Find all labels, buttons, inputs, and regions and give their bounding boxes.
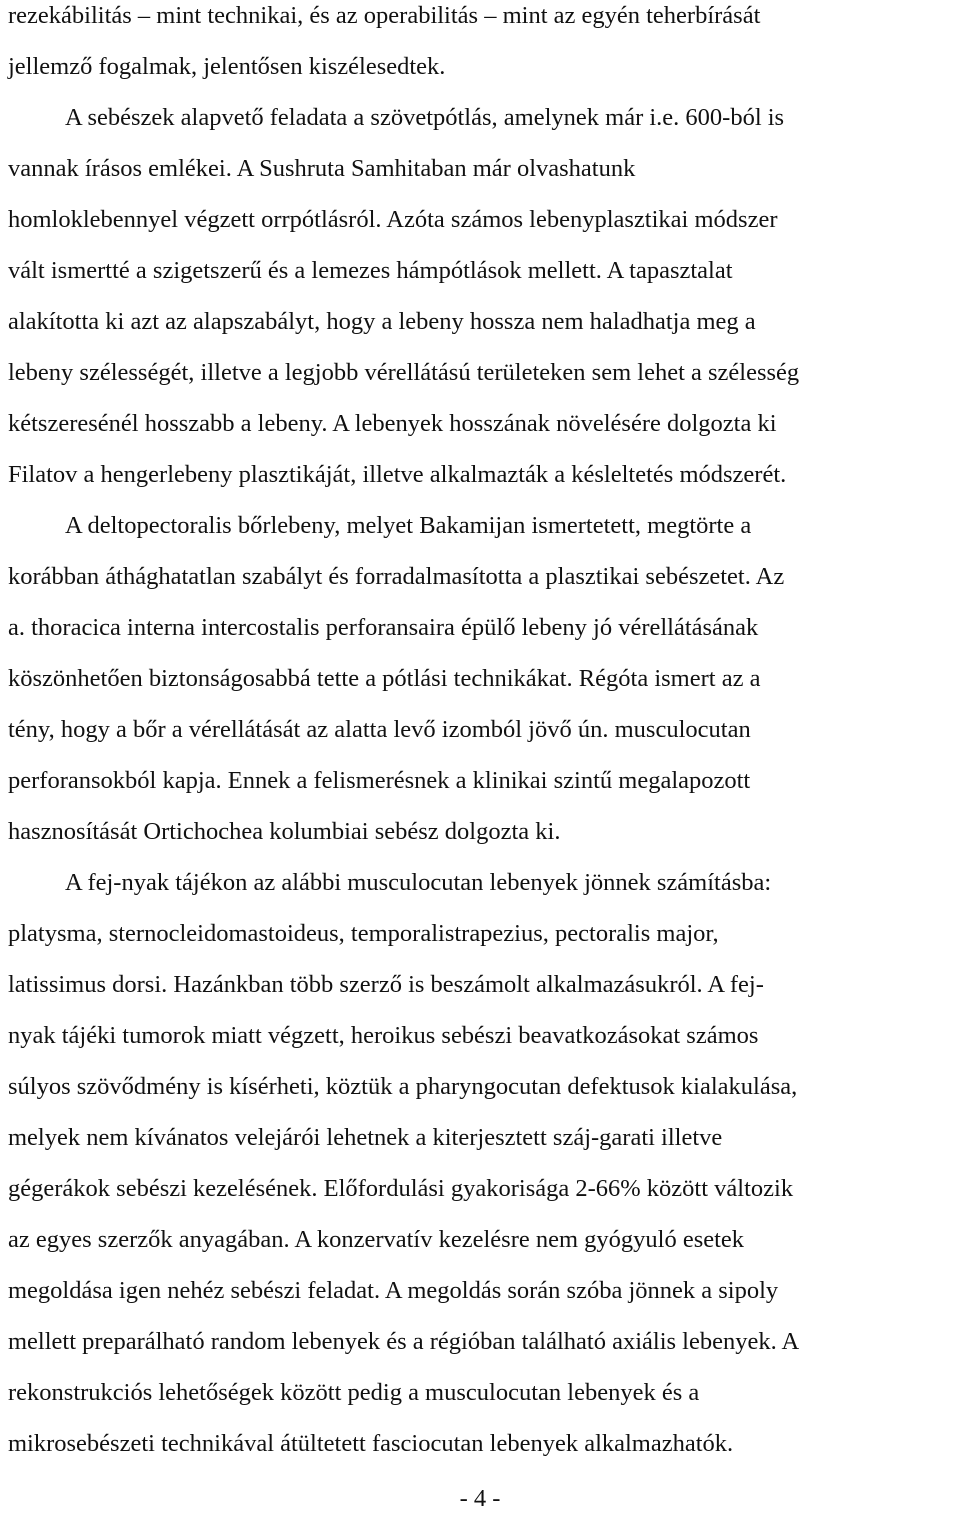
text-line: vált ismertté a szigetszerű és a lemezes hámpótlások mellett. A tapasztalat: [8, 257, 733, 284]
text-line: hasznosítását Ortichochea kolumbiai sebész dolgozta ki.: [8, 818, 561, 845]
text-line: tény, hogy a bőr a vérellátását az alatta levő izomból jövő ún. musculocutan: [8, 716, 751, 743]
text-line: homloklebennyel végzett orrpótlásról. Azóta számos lebenyplasztikai módszer: [8, 206, 778, 233]
text-line: az egyes szerzők anyagában. A konzervatív kezelésre nem gyógyuló esetek: [8, 1226, 745, 1253]
text-line: a. thoracica interna intercostalis perforansaira épülő lebeny jó vérellátásának: [8, 614, 759, 641]
text-line: mikrosebészeti technikával átültetett fasciocutan lebenyek alkalmazhatók.: [8, 1430, 734, 1457]
text-line: jellemző fogalmak, jelentősen kiszélesedtek.: [8, 53, 446, 80]
text-line: megoldása igen nehéz sebészi feladat. A megoldás során szóba jönnek a sipoly: [8, 1277, 779, 1304]
page-number: - 4 -: [459, 1485, 501, 1512]
text-line: kétszeresénél hosszabb a lebeny. A lebenyek hosszának növelésére dolgozta ki: [8, 410, 777, 437]
text-line: vannak írásos emlékei. A Sushruta Samhitaban már olvashatunk: [8, 155, 636, 182]
text-line: nyak tájéki tumorok miatt végzett, heroikus sebészi beavatkozásokat számos: [8, 1022, 759, 1049]
text-line: gégerákok sebészi kezelésének. Előfordulási gyakorisága 2-66% között változik: [8, 1175, 794, 1202]
paragraph-first-line: A fej-nyak tájékon az alábbi musculocutan lebenyek jönnek számításba:: [65, 869, 772, 896]
text-line: súlyos szövődmény is kísérheti, köztük a pharyngocutan defektusok kialakulása,: [8, 1073, 798, 1100]
text-line: platysma, sternocleidomastoideus, temporalistrapezius, pectoralis major,: [8, 920, 719, 947]
text-line: köszönhetően biztonságosabbá tette a pótlási technikákat. Régóta ismert az a: [8, 665, 761, 692]
text-line: perforansokból kapja. Ennek a felismerésnek a klinikai szintű megalapozott: [8, 767, 751, 794]
text-line: alakította ki azt az alapszabályt, hogy a lebeny hossza nem haladhatja meg a: [8, 308, 756, 335]
text-line: Filatov a hengerlebeny plasztikáját, illetve alkalmazták a késleltetés módszerét.: [8, 461, 787, 488]
paragraph-first-line: A deltopectoralis bőrlebeny, melyet Bakamijan ismertetett, megtörte a: [65, 512, 752, 539]
paragraph-first-line: A sebészek alapvető feladata a szövetpótlás, amelynek már i.e. 600-ból is: [65, 104, 785, 131]
text-line: korábban áthághatatlan szabályt és forradalmasította a plasztikai sebészetet. Az: [8, 563, 785, 590]
text-line: lebeny szélességét, illetve a legjobb vérellátású területeken sem lehet a szélesség: [8, 359, 800, 386]
body-text: [8, 0, 958, 1469]
text-line: melyek nem kívánatos velejárói lehetnek a kiterjesztett száj-garati illetve: [8, 1124, 723, 1151]
text-line: rezekábilitás – mint technikai, és az operabilitás – mint az egyén teherbírását: [8, 2, 761, 29]
text-line: latissimus dorsi. Hazánkban több szerző is beszámolt alkalmazásukról. A fej-: [8, 971, 764, 998]
text-line: rekonstrukciós lehetőségek között pedig a musculocutan lebenyek és a: [8, 1379, 700, 1406]
text-line: mellett preparálható random lebenyek és a régióban található axiális lebenyek. A: [8, 1328, 800, 1355]
